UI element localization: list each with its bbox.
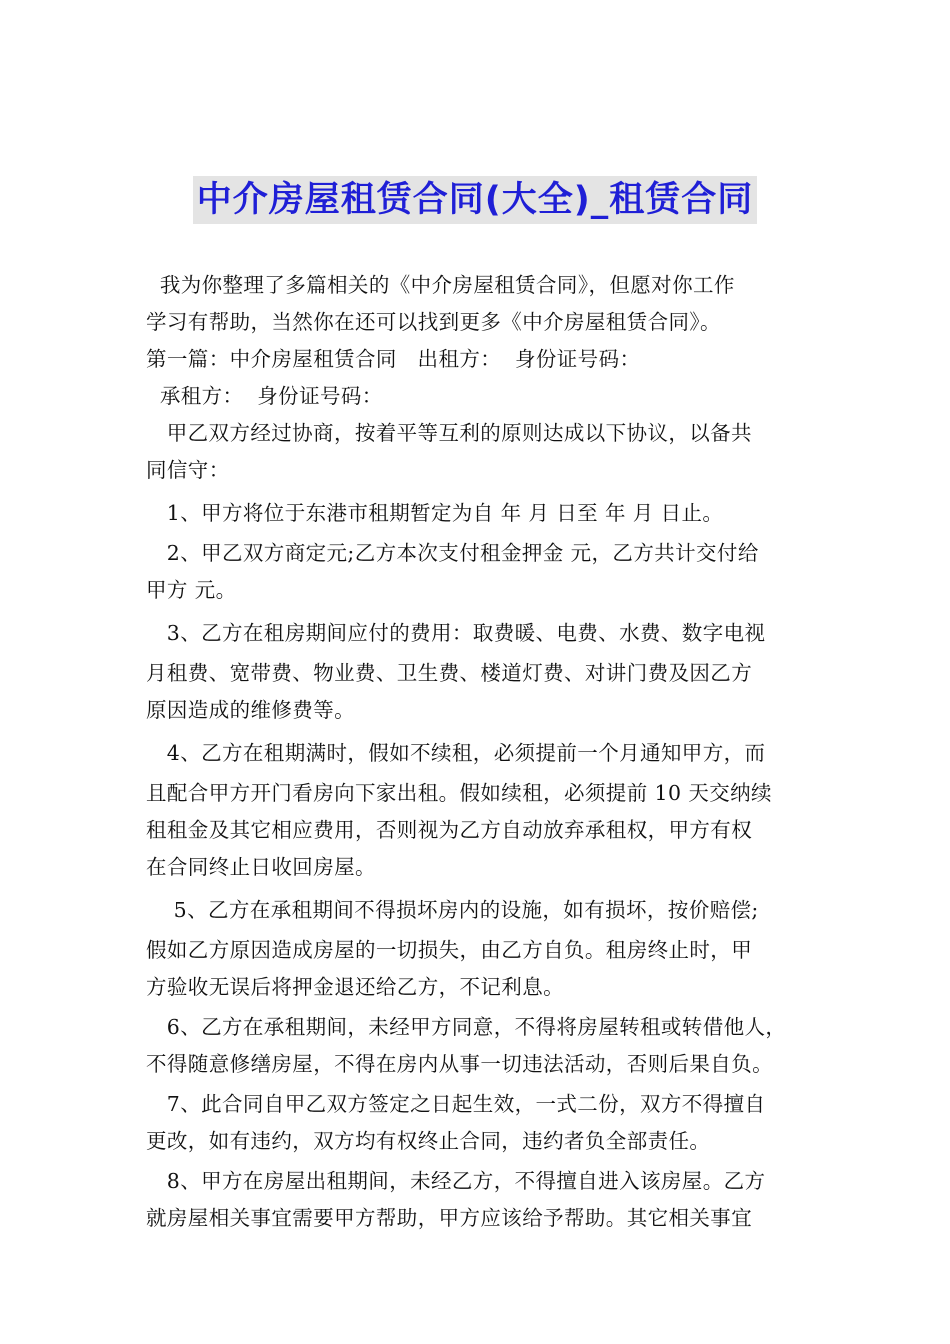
body-line: 同信守： (146, 458, 230, 482)
body-line: 甲乙双方经过协商，按着平等互利的原则达成以下协议，以备共 (146, 421, 752, 445)
title-container (0, 176, 950, 224)
body-line: 方验收无误后将押金退还给乙方，不记利息。 (146, 975, 564, 999)
body-line: 月租费、宽带费、物业费、卫生费、楼道灯费、对讲门费及因乙方 (146, 661, 753, 685)
body-line: 原因造成的维修费等。 (146, 698, 355, 722)
body-line: 学习有帮助，当然你在还可以找到更多《中介房屋租赁合同》。 (146, 310, 721, 334)
body-line: 第一篇：中介房屋租赁合同 出租方： 身份证号码： (146, 347, 641, 371)
body-line: 更改，如有违约，双方均有权终止合同，违约者负全部责任。 (146, 1129, 711, 1153)
body-line: 2、甲乙双方商定元;乙方本次支付租金押金 元，乙方共计交付给 (146, 541, 759, 565)
body-line: 甲方 元。 (146, 578, 237, 602)
body-line: 4、乙方在租期满时，假如不续租，必须提前一个月通知甲方，而 (146, 741, 766, 765)
body-line: 3、乙方在租房期间应付的费用：取费暖、电费、水费、数字电视 (146, 621, 766, 645)
body-line: 假如乙方原因造成房屋的一切损失，由乙方自负。租房终止时，甲 (146, 938, 753, 962)
document-title: 中介房屋租赁合同(大全)_租赁合同 (193, 176, 758, 224)
body-line: 承租方： 身份证号码： (146, 384, 383, 408)
body-line: 不得随意修缮房屋，不得在房内从事一切违法活动，否则后果自负。 (146, 1052, 773, 1076)
body-line: 我为你整理了多篇相关的《中介房屋租赁合同》，但愿对你工作 (146, 273, 735, 297)
body-line: 5、乙方在承租期间不得损坏房内的设施，如有损坏，按价赔偿; (146, 898, 759, 922)
body-line: 7、此合同自甲乙双方签定之日起生效，一式二份，双方不得擅自 (146, 1092, 766, 1116)
body-line: 6、乙方在承租期间，未经甲方同意，不得将房屋转租或转借他人， (146, 1015, 787, 1039)
body-line: 就房屋相关事宜需要甲方帮助，甲方应该给予帮助。其它相关事宜 (146, 1206, 753, 1230)
document-body (146, 268, 812, 1238)
body-line: 在合同终止日收回房屋。 (146, 855, 376, 879)
body-line: 8、甲方在房屋出租期间，未经乙方，不得擅自进入该房屋。乙方 (146, 1169, 766, 1193)
body-line: 且配合甲方开门看房向下家出租。假如续租，必须提前 10 天交纳续 (146, 781, 772, 805)
body-line: 租租金及其它相应费用，否则视为乙方自动放弃承租权，甲方有权 (146, 818, 753, 842)
body-line: 1、甲方将位于东港市租期暂定为自 年 月 日至 年 月 日止。 (146, 501, 724, 525)
